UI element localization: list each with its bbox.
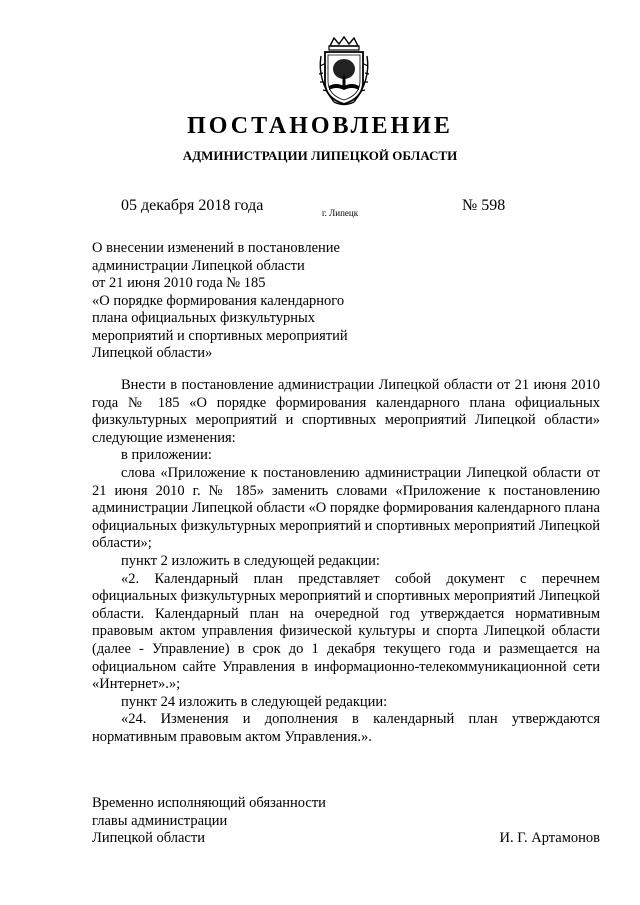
document-body: [92, 377, 600, 746]
signer-position-line: Липецкой области: [92, 830, 205, 847]
subject-line: мероприятий и спортивных мероприятий: [92, 327, 348, 344]
document-number: № 598: [462, 197, 506, 214]
body-paragraph: «24. Изменения и дополнения в календарный план утверждаются нормативным правовым актом Управления.».: [92, 711, 600, 745]
document-city: г. Липецк: [322, 208, 359, 218]
document-issuer: АДМИНИСТРАЦИИ ЛИПЕЦКОЙ ОБЛАСТИ: [182, 148, 458, 163]
body-paragraph: «2. Календарный план представляет собой документ с перечнем официальных физкультурных мероприятий и спортивных мероприятий Липецкой области. Календарный план на очередной год утверждается нормативным правовым актом управления физической культуры и спорта Липецкой области (далее - Управление) в срок до 1 декабря текущего года и размещается на официальном сайте Управления в информационно-телекоммуникационной сети «Интернет».»;: [92, 570, 600, 693]
subject-line: администрации Липецкой области: [92, 257, 305, 274]
subject-line: «О порядке формирования календарного: [92, 292, 345, 309]
lipetsk-coat-of-arms-icon: [316, 36, 372, 108]
subject-line: от 21 июня 2010 года № 185: [92, 275, 266, 291]
signature-block: [92, 795, 600, 848]
body-paragraph: пункт 24 изложить в следующей редакции:: [121, 693, 388, 710]
body-paragraph: Внести в постановление администрации Липецкой области от 21 июня 2010 года № 185 «О порядке формирования календарного плана официальных физкультурных мероприятий и спортивных мероприятий Липецкой области» следующие изменения:: [92, 377, 600, 446]
signer-position-line: Временно исполняющий обязанности: [92, 795, 326, 811]
subject-line: плана официальных физкультурных: [92, 310, 315, 326]
subject-line: О внесении изменений в постановление: [92, 240, 340, 256]
document-title: ПОСТАНОВЛЕНИЕ: [187, 113, 453, 139]
document-subject: [92, 240, 412, 363]
subject-line: Липецкой области»: [92, 345, 213, 361]
signer-name: И. Г. Артамонов: [499, 830, 600, 846]
signer-position-line: главы администрации: [92, 812, 228, 829]
document-date: 05 декабря 2018 года: [121, 197, 264, 214]
body-paragraph: в приложении:: [121, 447, 212, 464]
body-paragraph: пункт 2 изложить в следующей редакции:: [121, 552, 380, 569]
body-paragraph: слова «Приложение к постановлению администрации Липецкой области от 21 июня 2010 г. № 185» заменить словами «Приложение к постановлению администрации Липецкой области «О порядке формирования календарного плана официальных физкультурных мероприятий и спортивных мероприятий Липецкой области»;: [92, 464, 600, 552]
